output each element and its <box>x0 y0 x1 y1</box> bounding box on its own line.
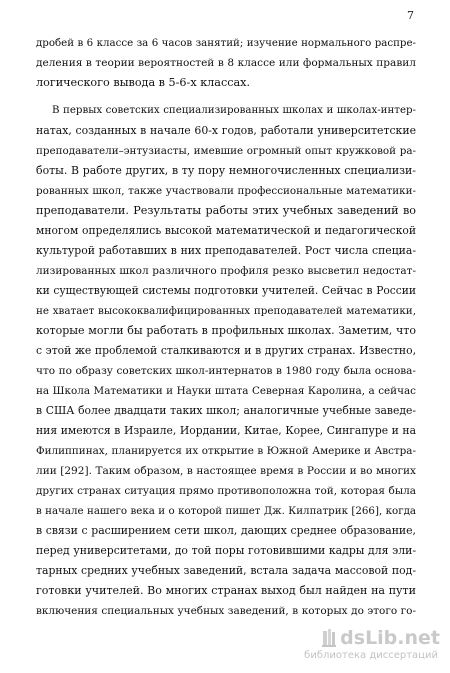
text-line: не хватает высококвалифицированных преподавателей математики, <box>36 305 416 317</box>
text-line: готовки учителей. Во многих странах выход был найден на пути <box>36 584 416 597</box>
text-line: боты. В работе других, в ту пору немногочисленных специализи- <box>36 164 416 177</box>
text-line: Филиппинах, планируется их открытие в Южной Америке и Австра- <box>36 445 416 457</box>
text-line: деления в теории вероятностей в 8 классе или формальных правил <box>36 57 416 69</box>
watermark-subtitle: библиотека диссертаций <box>304 650 438 661</box>
text-line: дробей в 6 классе за 6 часов занятий; изучение нормального распре- <box>36 37 416 49</box>
paragraph-2 <box>36 101 416 621</box>
watermark-title: dsLib.net <box>340 627 440 649</box>
page-number: 7 <box>407 9 414 22</box>
text-line: многом определялись высокой математической и педагогической <box>36 224 416 237</box>
text-line: культурой работавших в них преподавателей. Рост числа специа- <box>36 244 416 257</box>
text-line: в США более двадцати таких школ; аналогичные учебные заведе- <box>36 404 416 417</box>
text-line: натах, созданных в начале 60-х годов, работали университетские <box>36 124 416 137</box>
text-line: преподаватели–энтузиасты, имевшие огромный опыт кружковой ра- <box>36 145 416 157</box>
text-line: в начале нашего века и о которой пишет Дж. Килпатрик [266], когда <box>36 505 416 517</box>
text-line: рованных школ, также участвовали профессиональные математики- <box>36 185 416 197</box>
text-line: лизированных школ различного профиля резко высветил недостат- <box>36 265 416 277</box>
text-line: тарных средних учебных заведений, встала задача массовой под- <box>36 564 416 577</box>
text-line: лии [292]. Таким образом, в настоящее время в России и во многих <box>36 465 416 477</box>
body-text <box>36 33 416 621</box>
text-line: которые могли бы работать в профильных школах. Заметим, что <box>36 324 416 337</box>
text-line: ния имеются в Израиле, Иордании, Китае, Корее, Сингапуре и на <box>36 424 416 437</box>
book-stack-icon <box>322 629 336 647</box>
text-line: в связи с расширением сети школ, дающих среднее образование, <box>36 524 416 537</box>
text-line: преподаватели. Результаты работы этих учебных заведений во <box>36 204 416 217</box>
text-line: что по образу советских школ-интернатов в 1980 году была основа- <box>36 365 416 377</box>
paragraph-1 <box>36 33 416 93</box>
text-line: ки существующей системы подготовки учителей. Сейчас в России <box>36 284 416 297</box>
text-line: с этой же проблемой сталкиваются и в других странах. Известно, <box>36 344 416 357</box>
watermark <box>240 627 440 667</box>
watermark-logo <box>322 627 440 649</box>
text-line: логического вывода в 5-6-х классах. <box>36 76 251 89</box>
text-line: перед университетами, до той поры готовившими кадры для эли- <box>36 544 416 557</box>
text-line: В первых советских специализированных школах и школах-интер- <box>52 105 416 116</box>
text-line: других странах ситуация прямо противоположна той, которая была <box>36 485 416 497</box>
text-line: включения специальных учебных заведений, в которых до этого го- <box>36 605 416 617</box>
text-line: на Школа Математики и Науки штата Северная Каролина, а сейчас <box>36 385 416 397</box>
